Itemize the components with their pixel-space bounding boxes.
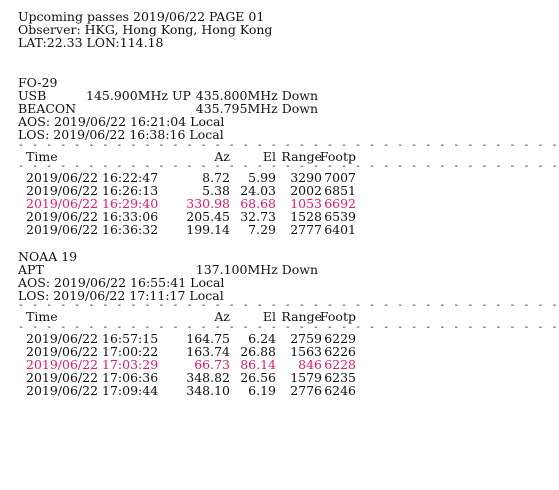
cell-range: 2776 [290,383,322,399]
cell-el: 5.99 [248,169,276,185]
separator: - - - - - - - - - - - - - - - - - - - - - - - - - - - - - - - - - - - - - - - [18,321,559,333]
cell-el: 6.24 [248,330,276,346]
cell-time: 2019/06/22 17:03:29 [26,356,159,372]
cell-footp: 7007 [324,169,356,185]
freq-label: APT [18,261,44,277]
los-line: LOS: 2019/06/22 16:38:16 Local [18,127,224,143]
spacer [18,237,428,250]
cell-az: 348.10 [186,383,230,399]
report-title: Upcoming passes 2019/06/22 PAGE 01 [18,9,265,24]
spacer [18,50,428,76]
freq-down: 435.795MHz Down [195,100,318,116]
table-row [18,384,428,397]
freq-row [18,89,428,102]
cell-range: 1563 [290,343,322,359]
col-el: El [262,148,276,164]
cell-az: 330.98 [186,196,230,212]
col-time: Time [26,148,58,164]
cell-el: 26.56 [240,370,276,386]
los-line: LOS: 2019/06/22 17:11:17 Local [18,288,224,304]
col-range: Range [281,309,322,325]
cell-time: 2019/06/22 16:33:06 [26,209,159,225]
cell-time: 2019/06/22 16:29:40 [26,196,159,212]
cell-time: 2019/06/22 17:00:22 [26,343,159,359]
cell-range: 2002 [290,182,322,198]
col-footp: Footp [319,148,356,164]
satellite-name: FO-29 [18,74,58,90]
cell-footp: 6235 [324,370,356,386]
pass-rows [18,332,428,398]
col-el: El [262,309,276,325]
cell-range: 2777 [290,222,322,238]
cell-el: 6.19 [248,383,276,399]
cell-footp: 6401 [324,222,356,238]
cell-range: 1528 [290,209,322,225]
cell-el: 86.14 [240,356,276,372]
satellite-section-noaa19 [18,248,559,399]
cell-range: 2759 [290,330,322,346]
col-az: Az [214,309,230,325]
cell-az: 163.74 [186,343,230,359]
cell-time: 2019/06/22 16:36:32 [26,222,159,238]
cell-az: 66.73 [194,356,230,372]
separator: - - - - - - - - - - - - - - - - - - - - - - - - - - - - - - - - - - - - - - - [18,160,559,172]
table-row [18,332,428,345]
aos-line: AOS: 2019/06/22 16:55:41 Local [18,275,225,290]
cell-footp: 6246 [324,383,356,399]
location-line: LAT:22.33 LON:114.18 [18,35,164,51]
freq-label: BEACON [18,100,77,116]
cell-az: 8.72 [202,169,230,185]
freq-down: 137.100MHz Down [195,261,318,277]
cell-el: 26.88 [240,343,276,359]
table-header [18,310,428,323]
cell-az: 199.14 [186,222,230,238]
cell-az: 348.82 [186,370,230,386]
cell-footp: 6539 [324,209,356,225]
aos-line: AOS: 2019/06/22 16:21:04 Local [18,114,225,130]
pass-rows [18,171,428,237]
cell-footp: 6226 [324,343,356,359]
cell-time: 2019/06/22 17:06:36 [26,370,159,386]
cell-el: 32.73 [240,209,276,225]
cell-az: 5.38 [202,182,230,198]
cell-time: 2019/06/22 16:26:13 [26,182,159,198]
cell-el: 68.68 [240,196,276,212]
cell-footp: 6229 [324,330,356,346]
observer-line: Observer: HKG, Hong Kong, Hong Kong [18,22,273,38]
cell-footp: 6851 [324,182,356,198]
cell-range: 3290 [290,169,322,185]
cell-az: 164.75 [186,330,230,346]
freq-down: 435.800MHz Down [195,87,318,103]
cell-time: 2019/06/22 17:09:44 [26,383,159,399]
cell-range: 1579 [290,370,322,386]
cell-el: 24.03 [240,182,276,198]
separator: - - - - - - - - - - - - - - - - - - - - - - - - - - - - - - - - - - - - - - - [18,139,559,151]
col-az: Az [214,148,230,164]
cell-az: 205.45 [186,209,230,225]
cell-footp: 6692 [324,196,356,212]
satellite-section-fo29 [18,74,559,238]
passes-printout [18,9,559,399]
freq-label: USB [18,87,47,103]
separator: - - - - - - - - - - - - - - - - - - - - - - - - - - - - - - - - - - - - - - - [18,300,559,312]
satellite-name: NOAA 19 [18,248,78,264]
freq-up: 145.900MHz UP [86,87,191,103]
freq-row [18,102,428,115]
col-time: Time [26,309,58,325]
table-row [18,223,428,236]
freq-row [18,263,428,276]
table-header [18,150,428,163]
cell-range: 1053 [290,196,322,212]
table-row [18,345,428,358]
cell-el: 7.29 [248,222,276,238]
cell-footp: 6228 [324,356,356,372]
cell-time: 2019/06/22 16:57:15 [26,330,159,346]
table-row [18,171,428,184]
cell-time: 2019/06/22 16:22:47 [26,169,159,185]
col-range: Range [281,148,322,164]
col-footp: Footp [319,309,356,325]
cell-range: 846 [298,356,322,372]
